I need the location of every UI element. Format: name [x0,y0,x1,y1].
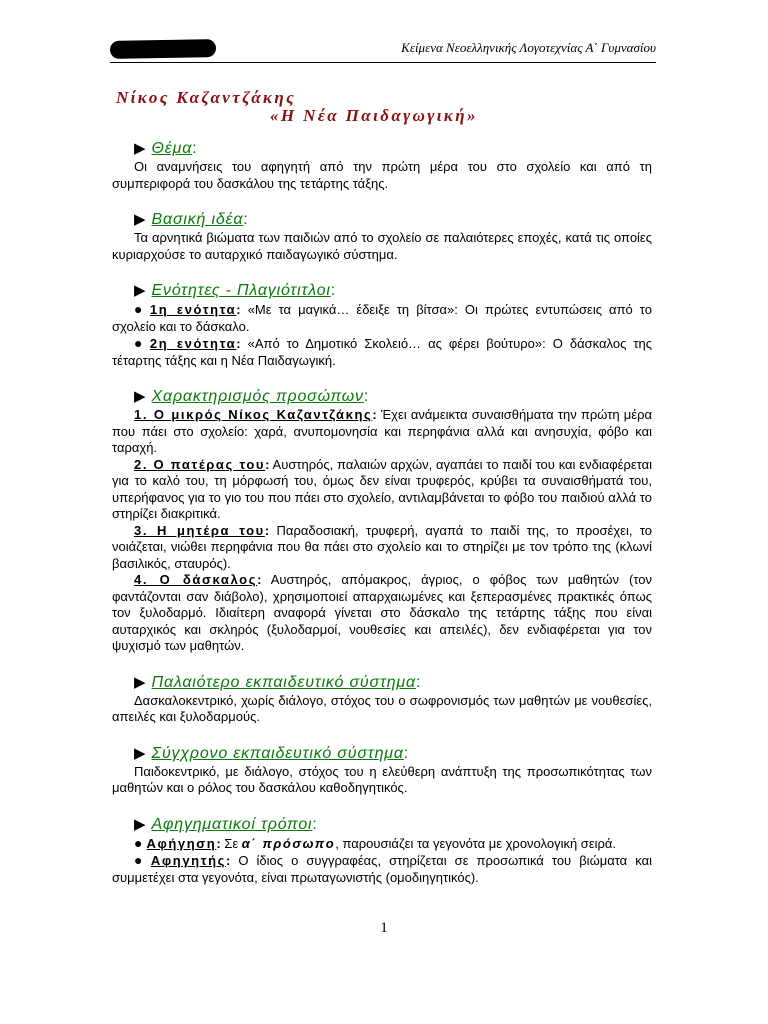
label-colon: : [236,336,241,351]
arrow-right-icon: ▶ [134,388,146,405]
content [112,138,652,886]
bullet-icon: ● [134,852,147,868]
character-label: 2. Ο πατέρας του [134,456,266,472]
character-text: Παραδοσιακή, τρυφερή, αγαπά το παιδί της, το προσέχει, το νοιάζεται, νιώθει περηφάνια που θα πάει στο σχολείο και το στηρίζει με τον τρόπο της (κλωνί βασιλικός, σταυρός). [112,522,652,571]
character-label: 3. Η μητέρα του [134,522,265,538]
bullet-icon: ● [134,834,143,851]
section-text: Οι αναμνήσεις του αφηγητή από την πρώτη μέρα του στο σχολείο και από τη συμπεριφορά του δασκάλου της τετάρτης τάξης. [112,159,652,191]
section-theme [112,138,652,192]
section-heading [112,743,652,764]
label-colon: : [264,522,270,538]
heading-colon: : [415,673,421,691]
section-main-idea [112,209,652,263]
label-colon: : [236,302,241,317]
heading-colon: : [330,282,336,299]
header-rule [110,62,656,63]
heading-text: Χαρακτηρισμός προσώπων [151,388,364,405]
heading-colon: : [312,815,317,833]
label-colon: : [257,572,262,587]
label-colon: : [372,407,377,422]
heading-colon: : [192,140,197,157]
character-label: 1. Ο μικρός Νίκος Καζαντζάκης [134,407,373,422]
unit-text: «Με τα μαγικά… έδειξε τη βίτσα»: Οι πρώτες εντυπώσεις από το σχολείο και το δάσκαλο. [112,302,652,334]
narrative-pre: Σε [224,835,242,851]
heading-text: Βασική ιδέα [151,211,244,228]
section-heading [112,386,652,407]
narrative-text: Ο ίδιος ο συγγραφέας, στηρίζεται σε προσωπικά του βιώματα και συμμετέχει στα γεγονότα, είναι πρωταγωνιστής (ομοδιηγητικός). [112,853,652,885]
section-units [112,280,652,369]
bullet-icon: ● [134,335,146,351]
page-number: 1 [380,920,388,936]
section-narrative [112,814,652,887]
section-old-system [112,672,652,726]
narrative-item [112,852,652,886]
section-text: Δασκαλοκεντρικό, χωρίς διάλογο, στόχος του ο σωφρονισμός των μαθητών με νουθεσίες, απειλές και ξυλοδαρμούς. [112,692,652,724]
label-colon: : [226,853,231,868]
unit-text: «Από το Δημοτικό Σκολειό… ας φέρει βούτυρο»: Ο δάσκαλος της τέταρτης τάξης και η Νέα Παιδαγωγική. [112,336,652,368]
heading-text: Θέμα [151,140,193,157]
heading-text: Σύγχρονο εκπαιδευτικό σύστημα [151,744,404,762]
narrative-item [112,835,652,853]
character-text: Αυστηρός, απόμακρος, άγριος, ο φόβος των μαθητών (τον φαντάζονται σαν διάβολο), χρησιμοποιεί απαρχαιωμένες και ξεπερασμένες πρακτικές όπως τον ξυλοδαρμό. Ιδιαίτερη αναφορά γίνεται στο δάσκαλο της τετάρτης τάξης που είναι αυταρχικός και σκληρός (ξυλοδαρμοί, νουθεσίες και απειλές), δεν ενδιαφέρεται για τον ψυχισμό των μαθητών. [112,572,652,653]
section-modern-system [112,743,652,797]
heading-colon: : [243,211,248,228]
section-heading [112,672,652,693]
header-title: Κείμενα Νεοελληνικής Λογοτεχνίας Α΄ Γυμνασίου [401,40,656,55]
character-item [112,457,652,523]
unit-item [112,335,652,369]
character-text: Έχει ανάμεικτα συναισθήματα την πρώτη μέρα που πάει στο σχολείο: χαρά, ανυπομονησία και περηφάνια αλλά και ανησυχία, φόβο και ταραχή. [112,407,653,455]
narrative-label: Αφηγητής [150,853,226,868]
heading-text: Αφηγηματικοί τρόποι [151,815,313,833]
heading-colon: : [363,388,369,405]
arrow-right-icon: ▶ [134,282,146,299]
narrative-text: , παρουσιάζει τα γεγονότα με χρονολογική σειρά. [335,835,617,851]
section-heading [112,814,652,835]
section-text: Παιδοκεντρικό, με διάλογο, στόχος του η ελεύθερη ανάπτυξη της προσωπικότητας των μαθητών και ο ρόλος του δασκάλου καθοδηγητικός. [112,763,652,795]
work-title: «Η Νέα Παιδαγωγική» [270,106,478,125]
author-name: Νίκος Καζαντζάκης [116,88,297,107]
character-item [112,572,652,655]
bullet-icon: ● [134,301,146,317]
section-heading [112,138,652,159]
narrative-emphasis: α΄ πρόσωπο [241,835,336,851]
redaction-mark [110,39,216,59]
label-colon: : [216,835,221,851]
section-text: Τα αρνητικά βιώματα των παιδιών από το σχολείο σε παλαιότερες εποχές, κατά τις οποίες κυριαρχούσε το αυταρχικό παιδαγωγικό σύστημα. [112,230,652,262]
character-text: Αυστηρός, παλαιών αρχών, αγαπάει το παιδί του και ενδιαφέρεται για το καλό του, τη μόρφωσή του, όμως δεν είναι τρυφερός, κρύβει τα συναισθήματά του, υπερήφανος για το γιο του που πάει στο σχολείο, αντιλαμβάνεται το φόβο του παιδιού αλλά το στηρίζει διακριτικά. [112,456,652,521]
unit-label: 2η ενότητα [149,336,237,351]
unit-label: 1η ενότητα [149,302,237,317]
arrow-right-icon: ▶ [134,744,146,762]
unit-item [112,301,652,335]
arrow-right-icon: ▶ [134,140,146,157]
heading-colon: : [403,744,409,762]
arrow-right-icon: ▶ [134,673,146,691]
heading-text: Ενότητες - Πλαγιότιτλοι [151,282,331,299]
heading-text: Παλαιότερο εκπαιδευτικό σύστημα [151,673,416,691]
arrow-right-icon: ▶ [134,211,146,228]
arrow-right-icon: ▶ [134,815,146,833]
character-item [112,523,652,573]
section-heading [112,209,652,230]
character-label: 4. Ο δάσκαλος [134,572,258,587]
label-colon: : [265,456,270,472]
section-characters [112,386,652,655]
character-item [112,407,652,457]
narrative-label: Αφήγηση [146,835,217,851]
section-heading [112,280,652,301]
